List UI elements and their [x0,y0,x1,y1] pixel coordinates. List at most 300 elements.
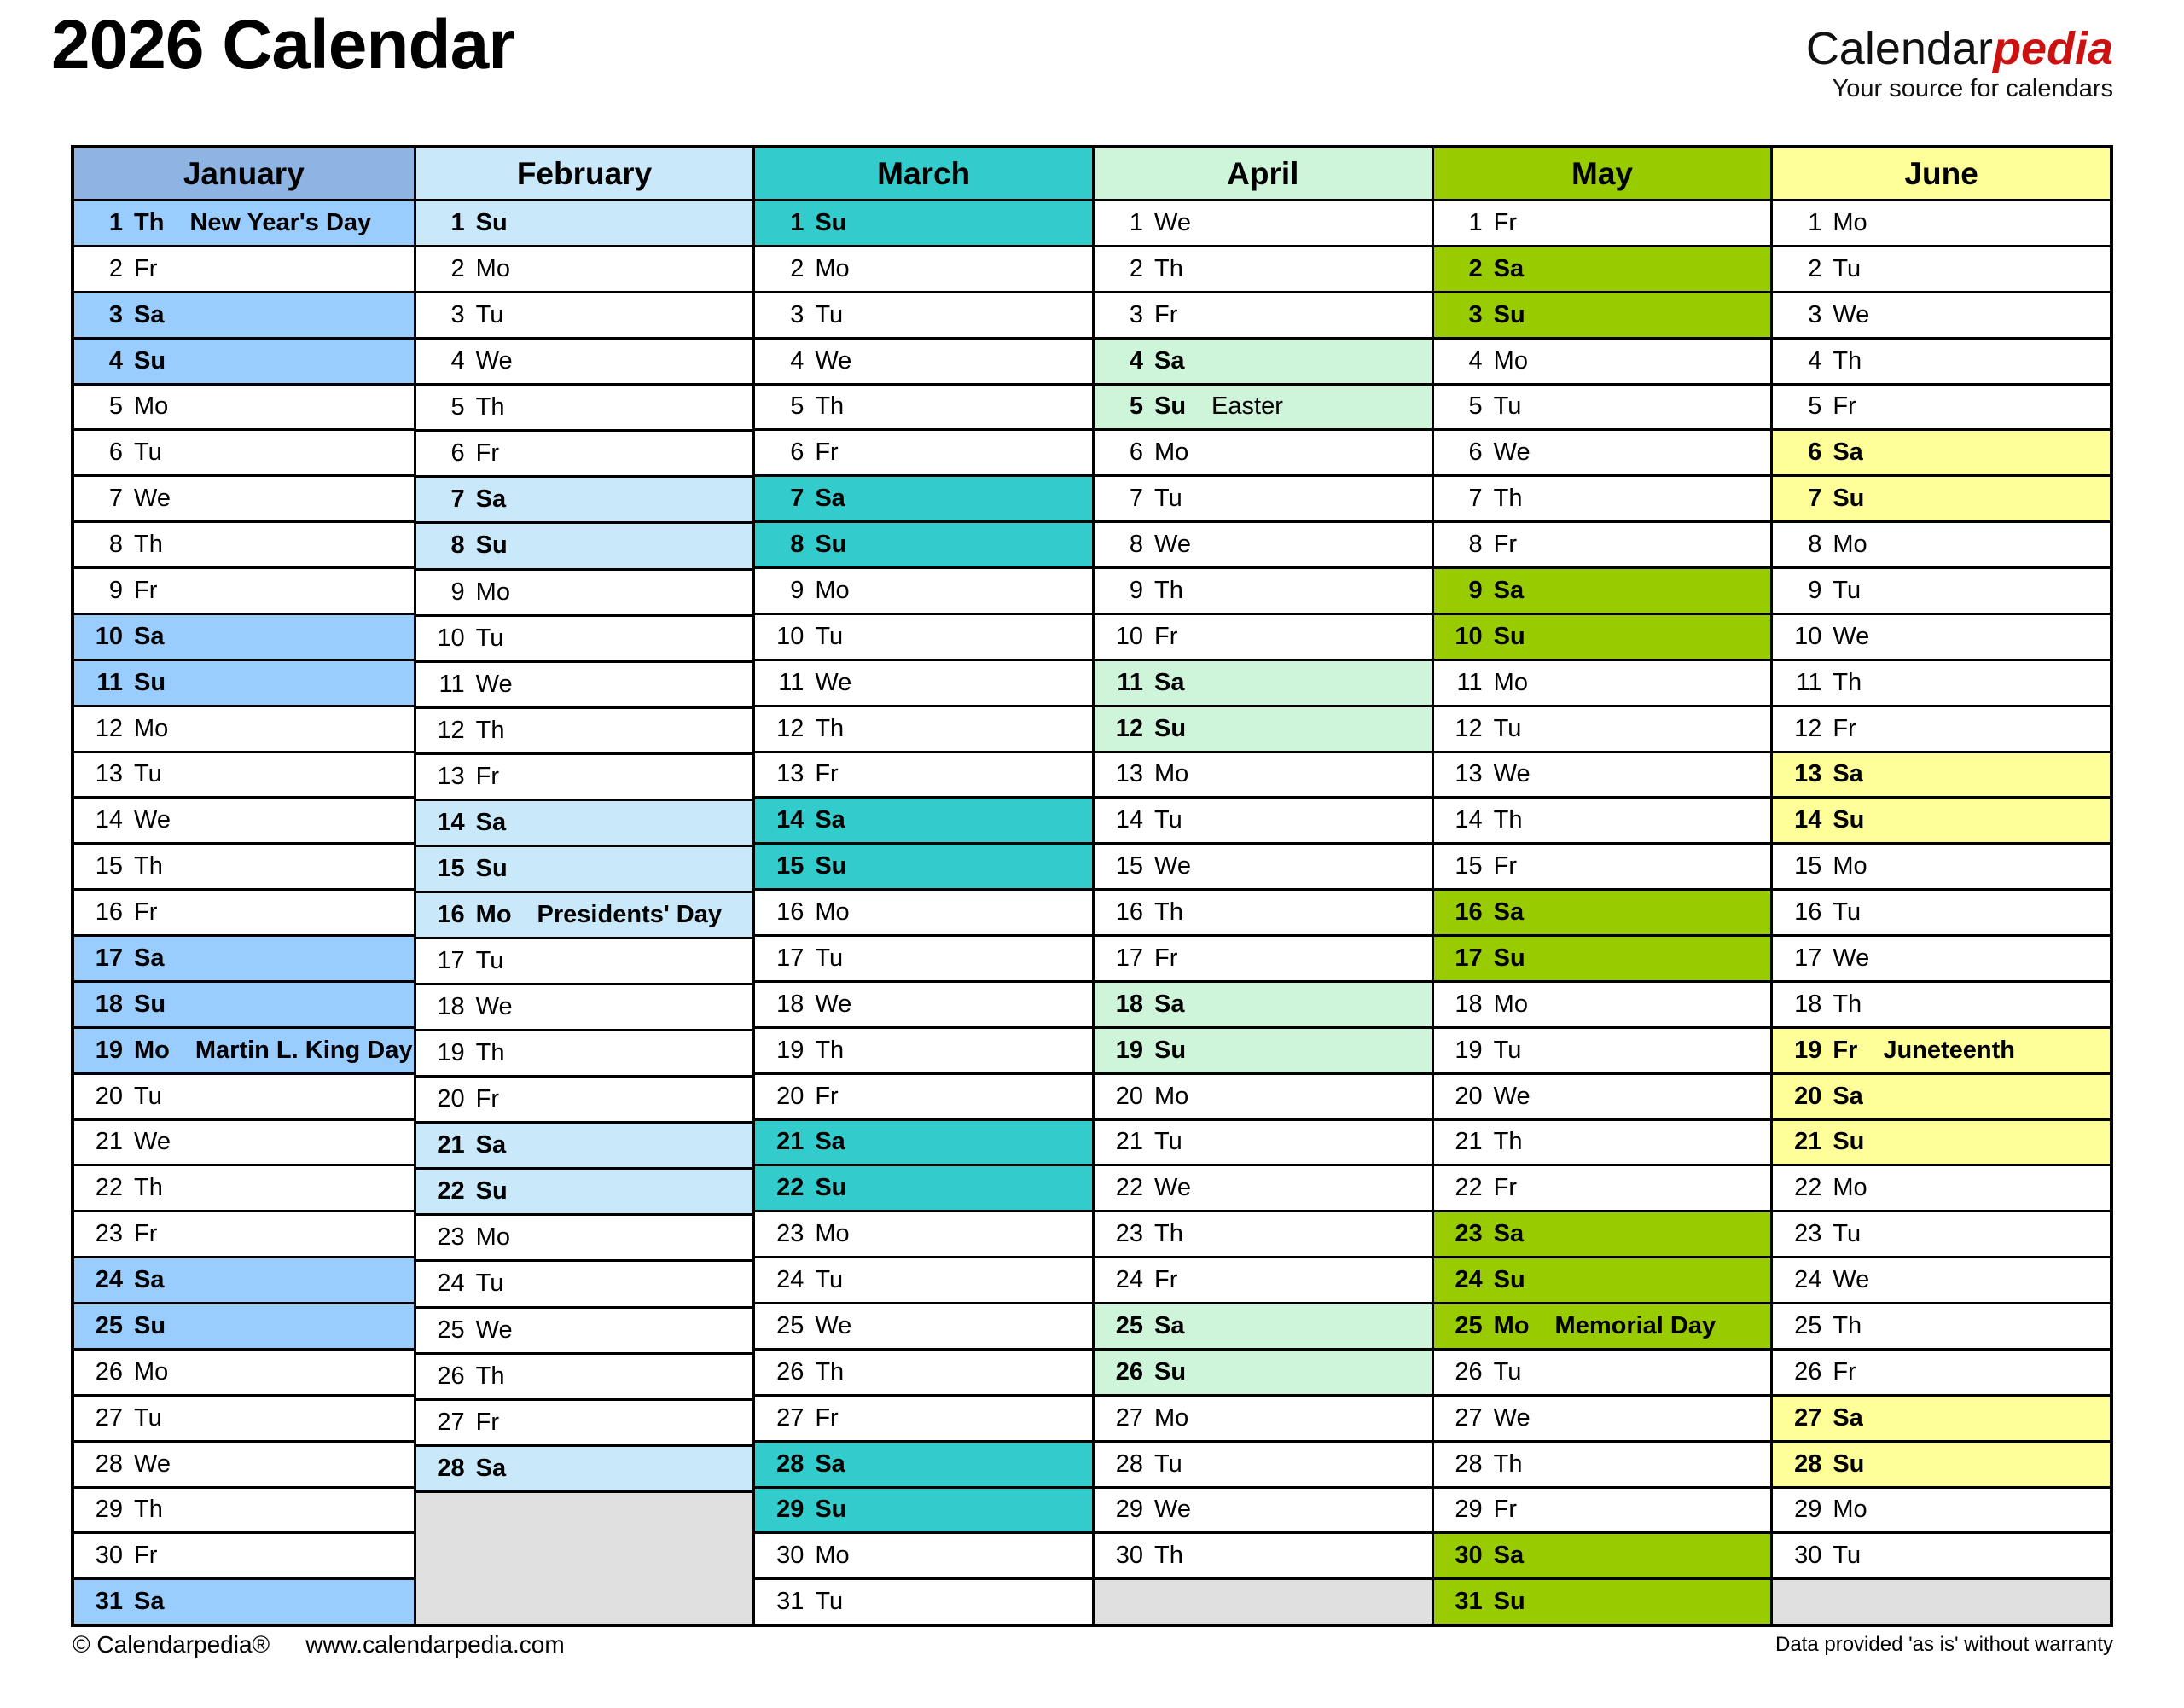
day-cell-april-10 [1095,613,1432,659]
day-cell-march-11 [755,659,1092,705]
day-cell-june-3 [1773,291,2110,337]
day-number: 22 [437,1177,465,1205]
day-cell-april-24 [1095,1256,1432,1302]
day-cell-may-16 [1434,888,1771,934]
day-number: 15 [1455,852,1483,880]
day-cell-february-2 [416,245,753,291]
weekday-abbr: Sa [134,1266,165,1294]
weekday-abbr: We [134,806,171,834]
day-cell-may-23 [1434,1210,1771,1256]
day-cell-january-28 [74,1440,414,1486]
day-cell-april-15 [1095,842,1432,888]
day-number: 28 [776,1449,804,1478]
weekday-abbr: Tu [1493,1357,1522,1386]
day-cell-april-29 [1095,1486,1432,1532]
day-number: 27 [1455,1403,1483,1432]
day-cell-january-12 [74,705,414,751]
day-number: 29 [95,1496,123,1524]
day-number: 2 [790,254,804,282]
weekday-abbr: Su [1493,300,1525,328]
day-cell-january-2 [74,245,414,291]
day-cell-june-10 [1773,613,2110,659]
weekday-abbr: We [1833,300,1870,328]
weekday-abbr: Sa [475,1454,507,1482]
day-cell-june-1 [1773,199,2110,245]
weekday-abbr: Th [134,852,163,880]
day-number: 11 [1117,668,1143,696]
day-number: 18 [1794,990,1822,1018]
weekday-abbr: Fr [475,762,500,790]
day-number: 16 [1794,898,1822,927]
day-cell-may-1 [1434,199,1771,245]
day-cell-march-20 [755,1072,1092,1118]
weekday-abbr: Sa [475,485,507,514]
day-cell-may-9 [1434,566,1771,613]
month-header-april: April [1095,148,1432,199]
day-number: 5 [790,392,804,421]
weekday-abbr: Th [1153,576,1183,604]
weekday-abbr: Fr [475,1085,500,1113]
weekday-abbr: Mo [1153,1082,1189,1110]
weekday-abbr: Mo [815,1542,850,1570]
weekday-abbr: Mo [1493,990,1528,1018]
weekday-abbr: Th [1833,990,1862,1018]
day-number: 8 [790,531,804,559]
day-cell-april-26 [1095,1348,1432,1394]
day-number: 7 [1468,485,1483,513]
website-url: www.calendarpedia.com [305,1631,565,1658]
day-number: 21 [95,1128,123,1156]
day-cell-april-18 [1095,980,1432,1026]
day-number: 30 [1115,1542,1143,1570]
day-cell-april-12 [1095,705,1432,751]
weekday-abbr: Mo [815,576,850,604]
day-number: 1 [790,208,804,236]
weekday-abbr: Su [475,532,508,560]
day-number: 28 [1115,1449,1143,1478]
blank-cell-february-30 [416,1537,753,1580]
day-number: 20 [776,1082,804,1110]
day-cell-january-19 [74,1026,414,1072]
weekday-abbr: Sa [475,1131,507,1159]
logo-wordmark [1805,23,2113,74]
day-cell-february-12 [416,706,753,752]
weekday-abbr: Th [1833,668,1862,696]
month-column-march [752,148,1092,1624]
blank-cell-february-31 [416,1580,753,1624]
day-number: 29 [1455,1496,1483,1524]
weekday-abbr: Th [1153,254,1183,282]
day-cell-april-7 [1095,474,1432,520]
day-cell-april-9 [1095,566,1432,613]
weekday-abbr: Su [1493,1588,1525,1616]
weekday-abbr: Sa [1833,439,1863,467]
weekday-abbr: Mo [475,900,512,928]
day-cell-january-24 [74,1256,414,1302]
weekday-abbr: Sa [1833,1082,1863,1110]
weekday-abbr: Mo [1833,531,1867,559]
day-number: 15 [1115,852,1143,880]
copyright-text: © Calendarpedia® [73,1631,270,1658]
weekday-abbr: Mo [815,254,850,282]
day-cell-february-15 [416,845,753,891]
weekday-abbr: Fr [815,1403,839,1432]
weekday-abbr: Sa [1493,1542,1525,1570]
weekday-abbr: Fr [1153,622,1178,650]
weekday-abbr: Mo [134,392,169,421]
weekday-abbr: Th [1153,1542,1183,1570]
day-cell-june-7 [1773,474,2110,520]
weekday-abbr: We [1493,439,1531,467]
day-number: 21 [776,1128,804,1156]
day-number: 25 [1794,1311,1822,1339]
day-number: 16 [776,898,804,927]
day-cell-january-9 [74,566,414,613]
day-number: 15 [437,854,465,882]
month-column-april [1092,148,1432,1624]
day-number: 23 [437,1223,465,1252]
day-number: 1 [1468,208,1483,236]
day-number: 31 [95,1588,123,1616]
day-number: 29 [1115,1496,1143,1524]
day-cell-march-22 [755,1164,1092,1210]
day-number: 29 [1794,1496,1822,1524]
day-number: 26 [1115,1357,1143,1386]
weekday-abbr: We [1833,944,1870,972]
weekday-abbr: Fr [1153,300,1178,328]
weekday-abbr: Fr [815,1082,839,1110]
day-number: 5 [108,392,123,421]
day-number: 8 [450,532,465,560]
day-cell-may-8 [1434,520,1771,566]
weekday-abbr: Sa [1153,990,1185,1018]
weekday-abbr: Su [815,1496,847,1524]
day-number: 9 [1468,576,1483,604]
weekday-abbr: We [1833,622,1870,650]
weekday-abbr: We [815,1311,852,1339]
day-number: 22 [95,1174,123,1202]
day-number: 16 [437,900,465,928]
day-cell-may-31 [1434,1577,1771,1624]
day-number: 24 [437,1269,465,1298]
day-number: 13 [437,762,465,790]
day-cell-june-2 [1773,245,2110,291]
day-cell-april-6 [1095,428,1432,474]
day-number: 10 [437,624,465,652]
weekday-abbr: Th [475,1362,505,1390]
day-number: 24 [1455,1266,1483,1294]
day-number: 10 [1455,622,1483,650]
weekday-abbr: Fr [134,1220,158,1248]
weekday-abbr: Fr [815,760,839,788]
weekday-abbr: Su [1833,1128,1865,1156]
day-cell-april-25 [1095,1302,1432,1348]
day-number: 14 [437,808,465,836]
day-cell-february-21 [416,1121,753,1167]
day-cell-january-20 [74,1072,414,1118]
day-number: 16 [1115,898,1143,927]
weekday-abbr: Fr [475,1408,500,1436]
day-number: 23 [776,1220,804,1248]
day-number: 17 [95,944,123,972]
day-number: 2 [1808,254,1822,282]
day-cell-february-19 [416,1029,753,1075]
day-cell-february-13 [416,752,753,799]
day-number: 7 [450,485,465,514]
weekday-abbr: Sa [1833,760,1863,788]
weekday-abbr: Fr [134,1542,158,1570]
day-cell-march-21 [755,1118,1092,1165]
day-cell-june-6 [1773,428,2110,474]
day-cell-june-27 [1773,1394,2110,1440]
day-number: 20 [1455,1082,1483,1110]
day-number: 29 [776,1496,804,1524]
weekday-abbr: Sa [815,1449,845,1478]
weekday-abbr: We [475,670,513,698]
weekday-abbr: We [475,1316,513,1344]
day-number: 14 [1794,806,1822,834]
weekday-abbr: We [134,1449,171,1478]
day-cell-april-28 [1095,1440,1432,1486]
day-number: 16 [95,898,123,927]
day-number: 18 [437,993,465,1021]
day-cell-march-18 [755,980,1092,1026]
day-cell-april-17 [1095,934,1432,980]
weekday-abbr: Su [134,990,166,1018]
weekday-abbr: Tu [1833,898,1862,927]
day-number: 24 [95,1266,123,1294]
weekday-abbr: We [1493,760,1531,788]
day-number: 12 [437,716,465,744]
weekday-abbr: Tu [1833,1220,1862,1248]
day-cell-january-18 [74,980,414,1026]
weekday-abbr: Sa [475,808,507,836]
day-number: 15 [1794,852,1822,880]
calendar-table [71,145,2113,1627]
day-number: 22 [1794,1174,1822,1202]
day-cell-may-22 [1434,1164,1771,1210]
day-number: 11 [1456,668,1483,696]
day-number: 13 [1455,760,1483,788]
weekday-abbr: We [1493,1082,1531,1110]
day-number: 7 [1129,485,1143,513]
day-cell-may-17 [1434,934,1771,980]
day-cell-june-4 [1773,337,2110,383]
weekday-abbr: Tu [1493,714,1522,742]
day-number: 1 [1808,208,1822,236]
day-number: 2 [1129,254,1143,282]
day-cell-february-28 [416,1444,753,1490]
day-number: 11 [1796,668,1822,696]
weekday-abbr: Tu [815,1266,844,1294]
day-number: 12 [95,714,123,742]
day-cell-march-27 [755,1394,1092,1440]
day-number: 8 [1468,531,1483,559]
weekday-abbr: Tu [134,1082,162,1110]
day-cell-february-24 [416,1259,753,1305]
day-cell-march-30 [755,1531,1092,1577]
day-cell-january-1 [74,199,414,245]
weekday-abbr: Mo [1833,1496,1867,1524]
day-number: 12 [1115,714,1143,742]
day-cell-february-10 [416,614,753,660]
blank-cell-february-29 [416,1490,753,1537]
day-number: 2 [1468,254,1483,282]
day-cell-february-22 [416,1167,753,1213]
day-number: 10 [776,622,804,650]
day-number: 11 [96,668,123,696]
weekday-abbr: We [1153,1174,1191,1202]
day-number: 18 [95,990,123,1018]
month-column-january [74,148,414,1624]
day-cell-may-27 [1434,1394,1771,1440]
weekday-abbr: Th [134,1496,163,1524]
day-number: 13 [776,760,804,788]
weekday-abbr: Su [475,1177,508,1205]
day-cell-april-27 [1095,1394,1432,1440]
day-number: 2 [450,255,465,283]
day-cell-february-7 [416,475,753,521]
day-cell-march-6 [755,428,1092,474]
day-cell-january-31 [74,1577,414,1624]
weekday-abbr: Th [815,1357,845,1386]
weekday-abbr: We [1153,1496,1191,1524]
day-number: 8 [1129,531,1143,559]
day-number: 31 [776,1588,804,1616]
logo-brand-black: Calendar [1805,23,1993,74]
day-number: 4 [450,347,465,375]
weekday-abbr: Mo [134,1357,169,1386]
weekday-abbr: Sa [1833,1403,1863,1432]
weekday-abbr: Mo [1493,668,1528,696]
day-number: 26 [1794,1357,1822,1386]
weekday-abbr: Th [1493,1128,1523,1156]
weekday-abbr: Mo [1153,1403,1189,1432]
day-cell-may-6 [1434,428,1771,474]
day-cell-february-6 [416,429,753,475]
weekday-abbr: Th [1833,346,1862,375]
weekday-abbr: Su [1153,1357,1187,1386]
day-cell-march-16 [755,888,1092,934]
weekday-abbr: Tu [815,300,844,328]
day-number: 27 [95,1403,123,1432]
day-number: 20 [95,1082,123,1110]
day-cell-march-3 [755,291,1092,337]
day-number: 23 [95,1220,123,1248]
day-number: 9 [108,576,123,604]
day-number: 13 [95,760,123,788]
day-number: 14 [776,806,804,834]
day-number: 10 [95,622,123,650]
weekday-abbr: Tu [1153,1128,1182,1156]
day-number: 12 [1794,714,1822,742]
calendarpedia-logo [1805,23,2113,102]
day-number: 17 [437,947,465,975]
day-number: 3 [450,301,465,329]
day-number: 28 [95,1449,123,1478]
weekday-abbr: Su [1493,1266,1525,1294]
holiday-label: Juneteenth [1883,1036,2016,1064]
day-number: 26 [1455,1357,1483,1386]
day-number: 25 [776,1311,804,1339]
weekday-abbr: Th [815,1036,845,1064]
day-cell-june-13 [1773,751,2110,797]
weekday-abbr: We [1153,852,1191,880]
day-cell-june-11 [1773,659,2110,705]
day-number: 11 [439,670,465,698]
day-cell-march-28 [755,1440,1092,1486]
day-cell-may-2 [1434,245,1771,291]
day-cell-april-13 [1095,751,1432,797]
day-cell-january-11 [74,659,414,705]
weekday-abbr: Fr [134,898,158,927]
day-cell-january-8 [74,520,414,566]
weekday-abbr: Sa [815,485,845,513]
day-cell-may-20 [1434,1072,1771,1118]
day-cell-may-28 [1434,1440,1771,1486]
weekday-abbr: Th [815,714,845,742]
day-cell-march-29 [755,1486,1092,1532]
month-header-february: February [416,148,753,199]
day-cell-january-27 [74,1394,414,1440]
weekday-abbr: Su [1833,1449,1865,1478]
day-number: 6 [108,439,123,467]
day-cell-april-8 [1095,520,1432,566]
weekday-abbr: Su [1153,392,1187,421]
day-number: 27 [1115,1403,1143,1432]
weekday-abbr: Sa [1493,576,1525,604]
day-cell-june-25 [1773,1302,2110,1348]
weekday-abbr: Fr [1833,714,1856,742]
day-cell-january-10 [74,613,414,659]
weekday-abbr: Th [134,1174,163,1202]
day-cell-january-15 [74,842,414,888]
weekday-abbr: Mo [1153,439,1189,467]
weekday-abbr: We [1833,1266,1870,1294]
day-cell-february-3 [416,291,753,337]
weekday-abbr: Tu [134,439,162,467]
day-number: 4 [1468,346,1483,375]
weekday-abbr: Mo [1833,1174,1867,1202]
day-number: 25 [437,1316,465,1344]
day-cell-april-1 [1095,199,1432,245]
day-cell-february-9 [416,568,753,614]
day-cell-february-25 [416,1306,753,1352]
day-cell-february-8 [416,521,753,567]
weekday-abbr: Su [1493,622,1525,650]
day-number: 30 [95,1542,123,1570]
weekday-abbr: We [815,990,852,1018]
day-number: 12 [776,714,804,742]
day-cell-february-23 [416,1213,753,1259]
day-cell-february-26 [416,1352,753,1398]
weekday-abbr: Fr [1493,531,1518,559]
day-number: 24 [776,1266,804,1294]
day-number: 26 [776,1357,804,1386]
weekday-abbr: Fr [1833,1357,1856,1386]
day-cell-march-8 [755,520,1092,566]
weekday-abbr: Su [1153,714,1187,742]
weekday-abbr: Mo [1833,852,1867,880]
day-number: 30 [776,1542,804,1570]
day-number: 18 [1115,990,1143,1018]
day-cell-march-10 [755,613,1092,659]
day-cell-april-21 [1095,1118,1432,1165]
day-number: 23 [1794,1220,1822,1248]
weekday-abbr: Tu [134,1403,162,1432]
day-number: 10 [1115,622,1143,650]
day-cell-may-25 [1434,1302,1771,1348]
